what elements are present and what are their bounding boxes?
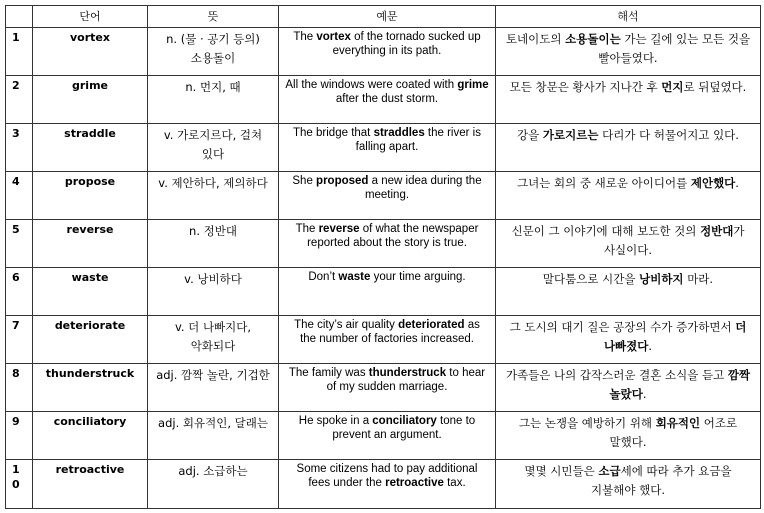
example-sentence-pre: Some citizens had to pay additional fees under the (296, 463, 478, 489)
example-sentence-pre: The family was (288, 367, 369, 379)
sentence-translation (496, 412, 761, 460)
table-row (6, 124, 761, 172)
example-sentence-pre: He spoke in a (298, 415, 373, 427)
sentence-translation (496, 316, 761, 364)
sentence-translation-pre: 몇몇 시민들은 (524, 464, 599, 478)
sentence-translation (496, 76, 761, 124)
example-sentence-post: tone to prevent an argument. (332, 415, 476, 441)
table-header-row (6, 6, 761, 28)
example-sentence (279, 364, 496, 412)
example-sentence-keyword: retroactive (385, 477, 444, 489)
example-sentence-keyword: waste (338, 271, 371, 283)
sentence-translation-keyword: 먼지 (661, 80, 684, 94)
word-meaning: adj. 깜짝 놀란, 기겁한 (148, 364, 279, 412)
example-sentence (279, 124, 496, 172)
sentence-translation-keyword: 깜짝 놀랐다 (609, 368, 751, 401)
sentence-translation-post: . (735, 176, 739, 190)
sentence-translation-post: 어조로 말했다. (609, 416, 738, 449)
row-number: 3 (6, 124, 33, 172)
sentence-translation-pre: 가족들은 나의 갑작스러운 결혼 소식을 듣고 (505, 368, 728, 382)
example-sentence-post: as the number of factories increased. (300, 319, 480, 345)
sentence-translation-post: 로 뒤덮였다. (683, 80, 747, 94)
sentence-translation (496, 124, 761, 172)
example-sentence (279, 412, 496, 460)
sentence-translation-keyword: 회유적인 (655, 416, 701, 430)
header-number (6, 6, 33, 28)
example-sentence-keyword: thunderstruck (368, 367, 447, 379)
table-row (6, 172, 761, 220)
example-sentence (279, 76, 496, 124)
example-sentence-post: a new idea during the meeting. (364, 175, 482, 201)
sentence-translation-post: 가 사실이다. (603, 224, 745, 257)
table-row (6, 412, 761, 460)
word-meaning: n. (물 · 공기 등의) 소용돌이 (148, 28, 279, 76)
word-meaning: n. 정반대 (148, 220, 279, 268)
example-sentence-keyword: deteriorated (398, 319, 465, 331)
table-row (6, 268, 761, 316)
sentence-translation (496, 220, 761, 268)
sentence-translation-post: 다리가 다 허물어지고 있다. (598, 128, 739, 142)
sentence-translation-pre: 그 도시의 대기 질은 공장의 수가 증가하면서 (509, 320, 736, 334)
sentence-translation-post: 세에 따라 추가 요금을 지불해야 했다. (591, 464, 732, 497)
sentence-translation-keyword: 정반대 (700, 224, 734, 238)
word-meaning: v. 제안하다, 제의하다 (148, 172, 279, 220)
example-sentence-keyword: straddles (373, 127, 425, 139)
table-row (6, 220, 761, 268)
table-row (6, 28, 761, 76)
example-sentence (279, 460, 496, 509)
example-sentence (279, 316, 496, 364)
sentence-translation-post: . (648, 339, 653, 353)
row-number: 7 (6, 316, 33, 364)
sentence-translation-keyword: 소급 (598, 464, 621, 478)
example-sentence (279, 268, 496, 316)
example-sentence-keyword: reverse (318, 223, 360, 235)
example-sentence-post: tax. (443, 477, 466, 489)
vocab-word: grime (33, 76, 148, 124)
sentence-translation-pre: 토네이도의 (505, 32, 566, 46)
vocab-word: retroactive (33, 460, 148, 509)
sentence-translation-pre: 말다툼으로 시간을 (542, 272, 640, 286)
row-number: 9 (6, 412, 33, 460)
sentence-translation-keyword: 제안했다 (690, 176, 736, 190)
header-example: 예문 (279, 6, 496, 28)
word-meaning: adj. 회유적인, 달래는 (148, 412, 279, 460)
example-sentence-post: the river is falling apart. (355, 127, 481, 153)
sentence-translation-post: . (642, 387, 647, 401)
word-meaning: v. 낭비하다 (148, 268, 279, 316)
example-sentence-pre: The (293, 31, 317, 43)
table-row (6, 460, 761, 509)
header-meaning: 뜻 (148, 6, 279, 28)
vocab-word: deteriorate (33, 316, 148, 364)
row-number: 4 (6, 172, 33, 220)
sentence-translation-keyword: 소용돌이는 (565, 32, 621, 46)
example-sentence-pre: The city’s air quality (294, 319, 399, 331)
vocab-word: thunderstruck (33, 364, 148, 412)
sentence-translation-post: 가는 길에 있는 모든 것을 빨아들였다. (598, 32, 751, 65)
word-meaning: adj. 소급하는 (148, 460, 279, 509)
row-number: 5 (6, 220, 33, 268)
example-sentence-post: after the dust storm. (335, 93, 439, 105)
vocab-word: straddle (33, 124, 148, 172)
vocab-word: reverse (33, 220, 148, 268)
sentence-translation-keyword: 가로지르는 (542, 128, 599, 142)
word-meaning: v. 더 나빠지다, 악화되다 (148, 316, 279, 364)
sentence-translation (496, 28, 761, 76)
row-number: 6 (6, 268, 33, 316)
sentence-translation-pre: 모든 창문은 황사가 지나간 후 (509, 80, 662, 94)
sentence-translation-pre: 신문이 그 이야기에 대해 보도한 것의 (511, 224, 701, 238)
example-sentence-post: of what the newspaper reported about the story is true. (307, 223, 479, 249)
table-row (6, 316, 761, 364)
row-number: 8 (6, 364, 33, 412)
example-sentence-post: to hear of my sudden marriage. (326, 367, 486, 393)
sentence-translation-pre: 그녀는 회의 중 새로운 아이디어를 (517, 176, 691, 190)
sentence-translation (496, 172, 761, 220)
sentence-translation (496, 460, 761, 509)
example-sentence-pre: She (292, 175, 317, 187)
vocab-word: conciliatory (33, 412, 148, 460)
vocab-word: waste (33, 268, 148, 316)
sentence-translation-keyword: 더 나빠졌다 (603, 320, 747, 353)
vocab-word: vortex (33, 28, 148, 76)
header-word: 단어 (33, 6, 148, 28)
vocabulary-table (5, 5, 761, 509)
example-sentence (279, 220, 496, 268)
word-meaning: n. 먼지, 때 (148, 76, 279, 124)
header-translation: 해석 (496, 6, 761, 28)
sentence-translation-pre: 그는 논쟁을 예방하기 위해 (518, 416, 656, 430)
table-row (6, 364, 761, 412)
example-sentence-keyword: conciliatory (372, 415, 437, 427)
example-sentence-pre: Don’t (308, 271, 339, 283)
table-body (6, 28, 761, 509)
row-number: 1 (6, 28, 33, 76)
row-number: 2 (6, 76, 33, 124)
row-number: 10 (6, 460, 33, 509)
example-sentence-keyword: grime (457, 79, 489, 91)
word-meaning: v. 가로지르다, 걸쳐 있다 (148, 124, 279, 172)
sentence-translation-keyword: 낭비하지 (639, 272, 684, 286)
vocab-word: propose (33, 172, 148, 220)
sentence-translation (496, 268, 761, 316)
example-sentence-pre: The (295, 223, 319, 235)
example-sentence-keyword: vortex (316, 31, 351, 43)
table-row (6, 76, 761, 124)
sentence-translation-post: 마라. (683, 272, 714, 286)
example-sentence-keyword: proposed (316, 175, 369, 187)
example-sentence (279, 172, 496, 220)
example-sentence-post: of the tornado sucked up everything in its path. (332, 31, 481, 57)
example-sentence-pre: The bridge that (293, 127, 374, 139)
sentence-translation (496, 364, 761, 412)
example-sentence (279, 28, 496, 76)
example-sentence-post: your time arguing. (370, 271, 466, 283)
example-sentence-pre: All the windows were coated with (285, 79, 458, 91)
sentence-translation-pre: 강을 (517, 128, 543, 142)
